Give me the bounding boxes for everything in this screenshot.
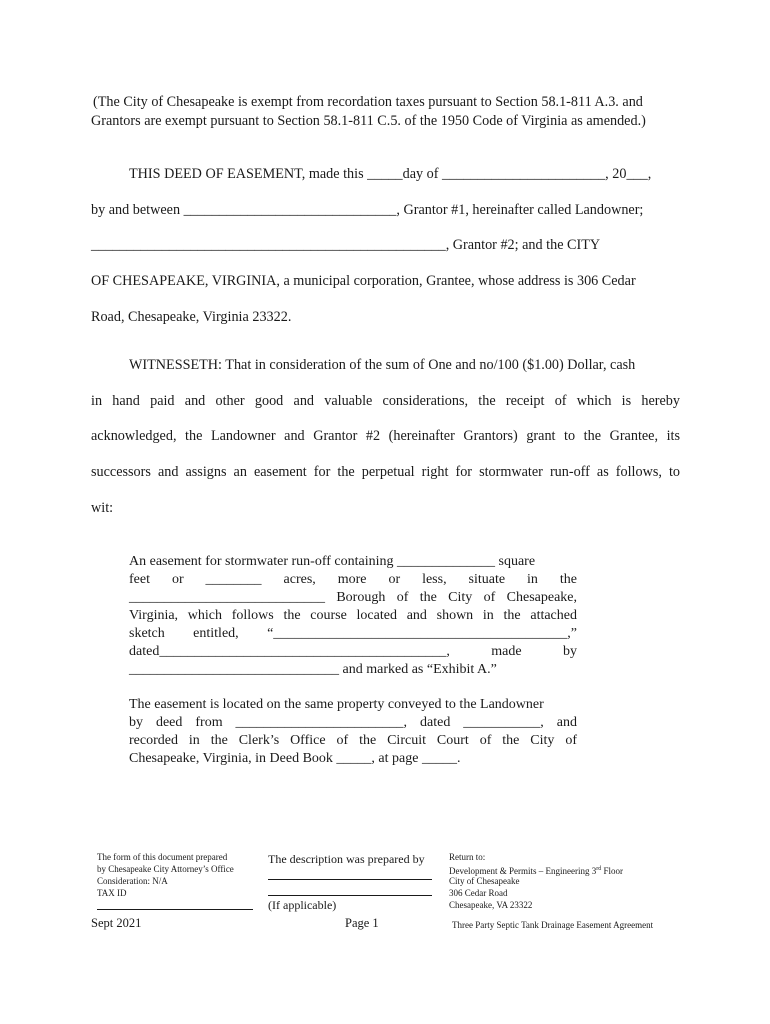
document-title: Three Party Septic Tank Drainage Easement Agreement: [452, 920, 654, 930]
grantee-line: OF CHESAPEAKE, VIRGINIA, a municipal corporation, Grantee, whose address is 306 Cedar: [91, 273, 636, 289]
sketch-entitled-line: sketch entitled, “__________________________________________,”: [129, 626, 577, 641]
tax-id-blank-line: [97, 909, 253, 910]
exhibit-a-line: ______________________________ and marked as “Exhibit A.”: [129, 662, 497, 677]
form-prepared-line2: by Chesapeake City Attorney’s Office: [97, 864, 234, 874]
return-to-city: City of Chesapeake: [449, 876, 520, 886]
grantor2-line: __________________________________________________, Grantor #2; and the CITY: [91, 237, 601, 253]
preparer-blank-line2: [268, 895, 432, 896]
grantor1-line: by and between ______________________________, Grantor #1, hereinafter called Landowner;: [91, 202, 644, 218]
return-to-department: Development & Permits – Engineering 3rd Floor: [449, 866, 623, 876]
document-date: Sept 2021: [91, 916, 142, 930]
dated-made-by-line: dated_________________________________________, made by: [129, 644, 577, 659]
consideration-note: Consideration: N/A: [97, 876, 168, 886]
tax-exemption-note-line1: (The City of Chesapeake is exempt from recordation taxes pursuant to Section 58.1-811 A.3. and: [93, 94, 643, 110]
grantee-address-line: Road, Chesapeake, Virginia 23322.: [91, 309, 292, 325]
tax-id-label: TAX ID: [97, 888, 127, 898]
property-conveyed-line: The easement is located on the same property conveyed to the Landowner: [129, 697, 544, 712]
return-to-label: Return to:: [449, 852, 486, 862]
consideration-line: in hand paid and other good and valuable considerations, the receipt of which is hereby: [91, 393, 680, 409]
virginia-course-line: Virginia, which follows the course located and shown in the attached: [129, 608, 577, 623]
page-number: Page 1: [345, 916, 379, 930]
description-prepared-by: The description was prepared by: [268, 852, 425, 866]
easement-size-line1: An easement for stormwater run-off containing ______________ square: [129, 554, 536, 569]
return-to-city-state-zip: Chesapeake, VA 23322: [449, 900, 533, 910]
recorded-line: recorded in the Clerk’s Office of the Circuit Court of the City of: [129, 733, 577, 748]
preparer-blank-line1: [268, 879, 432, 880]
tax-exemption-note-line2: Grantors are exempt pursuant to Section 58.1-811 C.5. of the 1950 Code of Virginia as amended.): [91, 113, 646, 129]
if-applicable-note: (If applicable): [268, 898, 337, 912]
deed-book-line: Chesapeake, Virginia, in Deed Book _____, at page _____.: [129, 751, 461, 766]
return-to-street: 306 Cedar Road: [449, 888, 508, 898]
successors-line: successors and assigns an easement for the perpetual right for stormwater run-off as follows, to: [91, 464, 680, 480]
witnesseth-line: WITNESSETH: That in consideration of the sum of One and no/100 ($1.00) Dollar, cash: [129, 357, 636, 373]
easement-size-line2: feet or ________ acres, more or less, situate in the: [129, 572, 577, 587]
acknowledged-line: acknowledged, the Landowner and Grantor #2 (hereinafter Grantors) grant to the Grantee, its: [91, 428, 680, 444]
form-prepared-line1: The form of this document prepared: [97, 852, 228, 862]
deed-opening-line: THIS DEED OF EASEMENT, made this _____day of _______________________, 20___,: [129, 166, 652, 182]
deed-from-line: by deed from ________________________, dated ___________, and: [129, 715, 577, 730]
borough-line: ____________________________ Borough of the City of Chesapeake,: [129, 590, 577, 605]
wit-line: wit:: [91, 500, 114, 516]
